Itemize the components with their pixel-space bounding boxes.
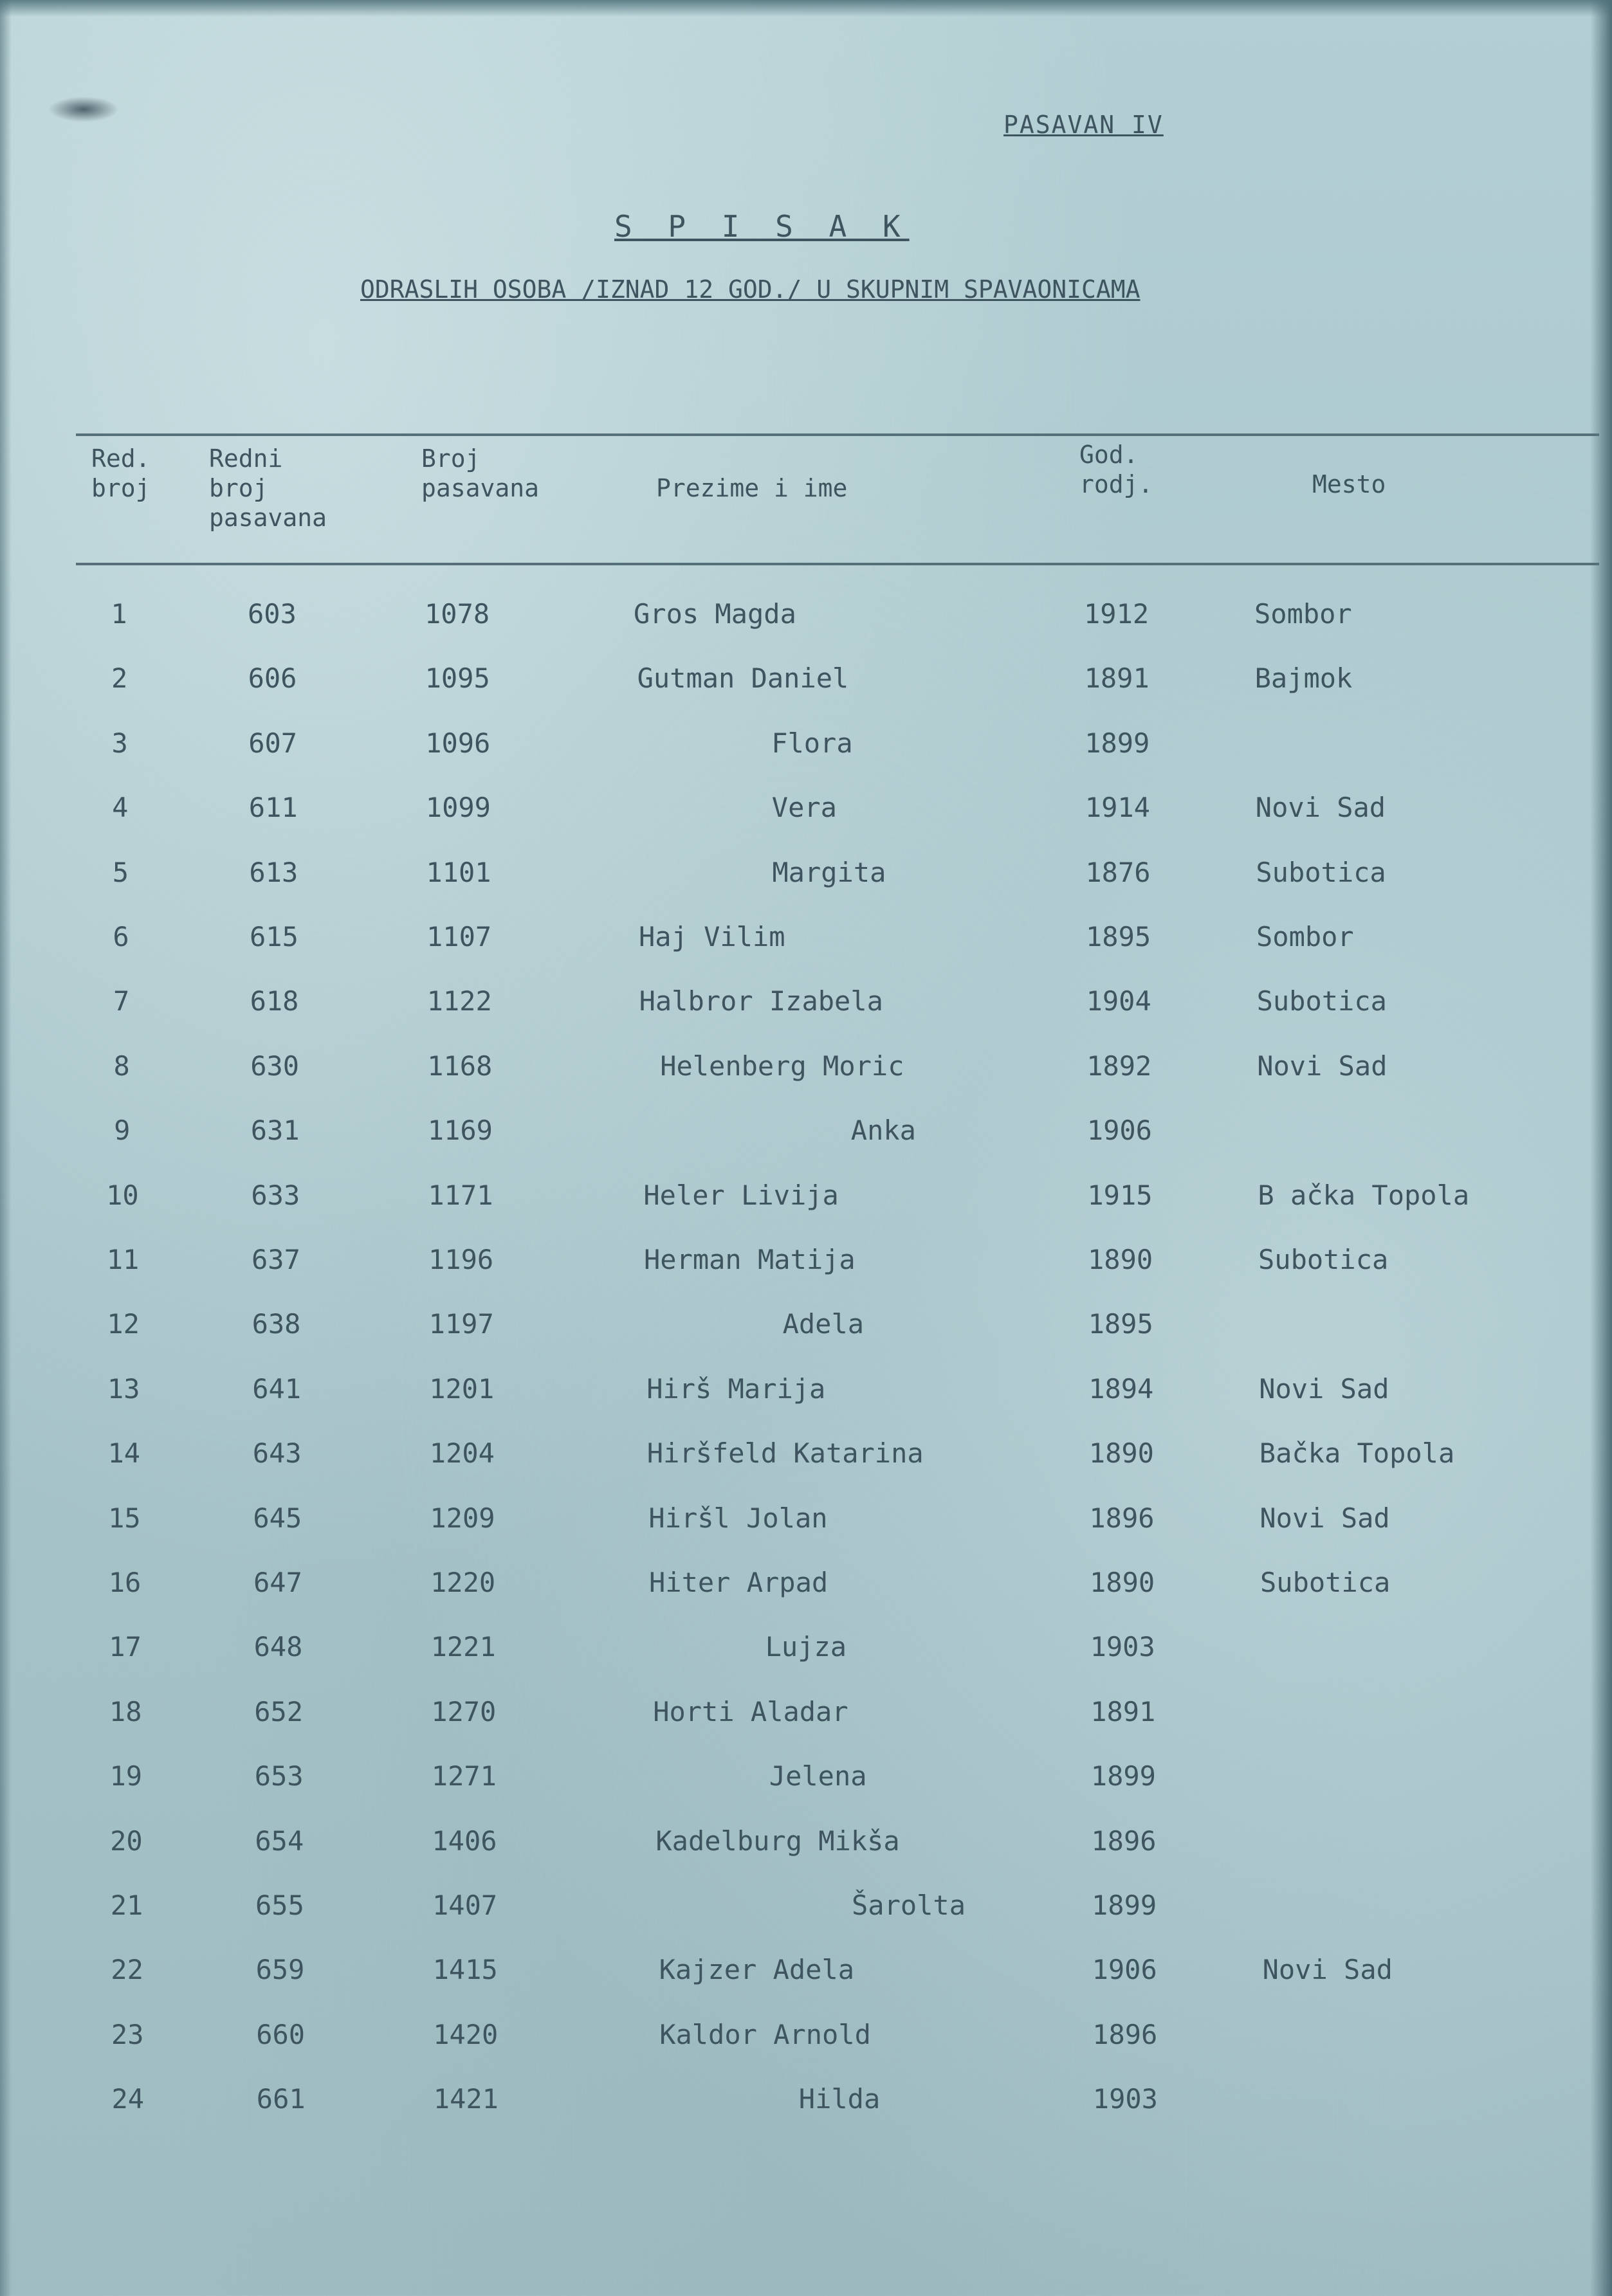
- name-cell: Gutman Daniel: [637, 662, 849, 695]
- birth-year-cell: 1890: [1088, 1437, 1154, 1470]
- redni-broj-cell: 661: [256, 2083, 306, 2115]
- name-cell: Kaldor Arnold: [659, 2018, 871, 2050]
- name-cell: Lujza: [765, 1631, 847, 1663]
- birth-year-cell: 1876: [1085, 856, 1151, 888]
- table-row: [1, 727, 1612, 766]
- table-row: [7, 1760, 1612, 1799]
- redni-broj-cell: 652: [254, 1695, 304, 1727]
- name-cell: Adela: [782, 1308, 865, 1340]
- birth-year-cell: 1903: [1090, 1631, 1155, 1663]
- redni-broj-cell: 630: [250, 1050, 300, 1082]
- table-row: [3, 1180, 1612, 1218]
- redni-broj-cell: 648: [253, 1631, 303, 1663]
- table-row: [1, 662, 1612, 701]
- place-cell: Novi Sad: [1255, 792, 1386, 824]
- place-cell: Bačka Topola: [1259, 1437, 1455, 1470]
- row-number: 20: [110, 1825, 143, 1857]
- name-cell: Vera: [771, 792, 837, 824]
- row-number: 2: [111, 662, 128, 695]
- row-number: 8: [113, 1050, 130, 1082]
- broj-pasavana-cell: 1169: [427, 1115, 493, 1147]
- broj-pasavana-cell: 1407: [432, 1890, 498, 1921]
- place-cell: Subotica: [1256, 856, 1386, 888]
- row-number: 7: [113, 985, 130, 1017]
- table-row: [8, 1890, 1612, 1928]
- redni-broj-cell: 654: [255, 1825, 304, 1857]
- name-cell: Herman Matija: [644, 1244, 856, 1275]
- table-row: [5, 1437, 1612, 1476]
- birth-year-cell: 1899: [1090, 1760, 1156, 1792]
- name-cell: Hiršfeld Katarina: [646, 1437, 924, 1470]
- row-number: 21: [110, 1890, 143, 1921]
- broj-pasavana-cell: 1096: [425, 727, 491, 759]
- row-number: 17: [109, 1631, 142, 1663]
- birth-year-cell: 1904: [1086, 985, 1151, 1017]
- paper-edge-top: [0, 0, 1612, 17]
- row-number: 3: [111, 727, 128, 759]
- redni-broj-cell: 606: [248, 662, 297, 695]
- broj-pasavana-cell: 1204: [429, 1437, 495, 1470]
- place-cell: Sombor: [1254, 598, 1352, 630]
- redni-broj-cell: 618: [250, 985, 299, 1017]
- row-number: 12: [107, 1308, 140, 1340]
- name-cell: Hiter Arpad: [649, 1567, 829, 1598]
- table-row: [7, 1825, 1612, 1864]
- table-row: [2, 921, 1612, 960]
- redni-broj-cell: 641: [252, 1372, 302, 1405]
- birth-year-cell: 1899: [1085, 727, 1150, 759]
- name-cell: Horti Aladar: [653, 1695, 848, 1727]
- broj-pasavana-cell: 1415: [432, 1954, 498, 1986]
- birth-year-cell: 1896: [1091, 1825, 1157, 1857]
- birth-year-cell: 1914: [1085, 792, 1150, 824]
- name-cell: Heler Livija: [643, 1179, 839, 1211]
- table-row: [3, 1050, 1612, 1089]
- table-row: [1, 857, 1612, 895]
- redni-broj-cell: 613: [249, 856, 298, 888]
- place-cell: Novi Sad: [1262, 1954, 1393, 1986]
- col-header-mesto: Mesto: [1312, 470, 1386, 498]
- table-row: [0, 598, 1612, 637]
- place-cell: Novi Sad: [1259, 1502, 1390, 1534]
- place-cell: Novi Sad: [1257, 1050, 1388, 1082]
- redni-broj-cell: 647: [253, 1567, 302, 1598]
- place-cell: Bajmok: [1254, 662, 1353, 695]
- row-number: 24: [111, 2083, 145, 2115]
- document-reference: PASAVAN IV: [1003, 111, 1164, 139]
- table-row: [5, 1373, 1612, 1412]
- redni-broj-cell: 645: [253, 1502, 302, 1534]
- name-cell: Margita: [772, 856, 886, 888]
- place-cell: B ačka Topola: [1258, 1179, 1470, 1211]
- table-row: [8, 1954, 1612, 1992]
- name-cell: Helenberg Moric: [660, 1050, 904, 1082]
- name-cell: Anka: [850, 1115, 916, 1147]
- row-number: 18: [109, 1695, 142, 1727]
- table-row: [6, 1696, 1612, 1735]
- redni-broj-cell: 655: [255, 1890, 304, 1921]
- birth-year-cell: 1890: [1088, 1244, 1153, 1275]
- birth-year-cell: 1891: [1084, 662, 1149, 695]
- table-top-rule: [76, 433, 1599, 436]
- col-header-god-rodj: God. rodj.: [1079, 441, 1153, 498]
- table-row: [4, 1244, 1612, 1282]
- broj-pasavana-cell: 1197: [428, 1308, 494, 1340]
- table-row: [6, 1567, 1612, 1605]
- name-cell: Kajzer Adela: [659, 1954, 855, 1986]
- ink-smudge: [48, 96, 119, 122]
- document-subtitle: ODRASLIH OSOBA /IZNAD 12 GOD./ U SKUPNIM SPAVAONICAMA: [360, 275, 1140, 304]
- birth-year-cell: 1915: [1087, 1179, 1153, 1211]
- redni-broj-cell: 653: [254, 1760, 304, 1792]
- row-number: 6: [113, 921, 129, 952]
- broj-pasavana-cell: 1421: [433, 2083, 499, 2115]
- broj-pasavana-cell: 1221: [430, 1631, 496, 1663]
- birth-year-cell: 1892: [1086, 1050, 1152, 1082]
- broj-pasavana-cell: 1406: [432, 1825, 497, 1857]
- broj-pasavana-cell: 1220: [430, 1567, 496, 1598]
- row-number: 10: [106, 1179, 139, 1211]
- place-cell: Subotica: [1256, 985, 1387, 1017]
- row-number: 5: [112, 856, 129, 888]
- redni-broj-cell: 615: [250, 921, 298, 952]
- birth-year-cell: 1891: [1090, 1695, 1156, 1727]
- document-title: S P I S A K: [614, 209, 910, 244]
- name-cell: Hirš Marija: [646, 1372, 826, 1405]
- name-cell: Kadelburg Mikša: [655, 1825, 900, 1857]
- broj-pasavana-cell: 1270: [431, 1695, 497, 1727]
- col-header-redni-broj: Redni broj pasavana: [209, 444, 327, 532]
- birth-year-cell: 1894: [1088, 1372, 1154, 1405]
- place-cell: Sombor: [1256, 921, 1354, 952]
- table-row: [5, 1308, 1612, 1347]
- row-number: 11: [106, 1244, 140, 1275]
- name-cell: Jelena: [769, 1760, 867, 1792]
- broj-pasavana-cell: 1107: [426, 921, 492, 952]
- redni-broj-cell: 643: [252, 1437, 302, 1470]
- broj-pasavana-cell: 1420: [433, 2018, 499, 2050]
- broj-pasavana-cell: 1078: [425, 598, 490, 630]
- row-number: 16: [108, 1567, 142, 1598]
- redni-broj-cell: 660: [256, 2018, 306, 2050]
- broj-pasavana-cell: 1101: [426, 856, 491, 888]
- redni-broj-cell: 659: [255, 1954, 305, 1986]
- birth-year-cell: 1906: [1092, 1954, 1157, 1986]
- redni-broj-cell: 631: [250, 1115, 300, 1147]
- redni-broj-cell: 638: [252, 1308, 301, 1340]
- broj-pasavana-cell: 1122: [426, 985, 492, 1017]
- col-header-broj-pasavana: Broj pasavana: [421, 444, 540, 502]
- place-cell: Subotica: [1258, 1244, 1389, 1275]
- birth-year-cell: 1895: [1086, 921, 1151, 952]
- table-row: [9, 2083, 1612, 2122]
- place-cell: Novi Sad: [1259, 1372, 1389, 1405]
- broj-pasavana-cell: 1095: [425, 662, 490, 695]
- table-row: [6, 1631, 1612, 1670]
- birth-year-cell: 1906: [1086, 1115, 1152, 1147]
- birth-year-cell: 1896: [1089, 1502, 1155, 1534]
- broj-pasavana-cell: 1209: [430, 1502, 495, 1534]
- name-cell: Gros Magda: [634, 598, 796, 630]
- row-number: 22: [111, 1954, 143, 1986]
- col-header-prezime-ime: Prezime i ime: [656, 474, 848, 502]
- table-row: [8, 2019, 1612, 2057]
- table-row: [3, 985, 1612, 1024]
- broj-pasavana-cell: 1271: [431, 1760, 497, 1792]
- birth-year-cell: 1899: [1092, 1890, 1157, 1921]
- row-number: 14: [107, 1437, 141, 1470]
- table-row: [1, 792, 1612, 830]
- broj-pasavana-cell: 1168: [427, 1050, 493, 1082]
- row-number: 13: [107, 1372, 140, 1405]
- row-number: 1: [111, 598, 127, 630]
- redni-broj-cell: 611: [248, 792, 298, 824]
- broj-pasavana-cell: 1099: [425, 792, 491, 824]
- row-number: 9: [114, 1115, 131, 1147]
- birth-year-cell: 1903: [1092, 2083, 1158, 2115]
- birth-year-cell: 1890: [1090, 1567, 1155, 1598]
- place-cell: Subotica: [1260, 1567, 1391, 1598]
- col-header-red-broj: Red. broj: [91, 444, 151, 502]
- table-row: [5, 1502, 1612, 1541]
- redni-broj-cell: 637: [252, 1244, 300, 1275]
- broj-pasavana-cell: 1201: [429, 1372, 495, 1405]
- redni-broj-cell: 607: [248, 727, 298, 759]
- name-cell: Halbror Izabela: [639, 985, 883, 1017]
- name-cell: Haj Vilim: [639, 921, 785, 952]
- redni-broj-cell: 633: [251, 1179, 300, 1211]
- row-number: 19: [109, 1760, 143, 1792]
- birth-year-cell: 1896: [1092, 2018, 1158, 2050]
- birth-year-cell: 1912: [1084, 598, 1149, 630]
- birth-year-cell: 1895: [1088, 1308, 1153, 1340]
- row-number: 23: [111, 2018, 144, 2050]
- row-number: 15: [108, 1502, 141, 1534]
- broj-pasavana-cell: 1196: [428, 1244, 494, 1275]
- name-cell: Šarolta: [852, 1890, 966, 1921]
- broj-pasavana-cell: 1171: [428, 1179, 493, 1211]
- table-row: [3, 1115, 1612, 1153]
- name-cell: Hilda: [798, 2083, 881, 2115]
- name-cell: Flora: [771, 727, 853, 759]
- table-header-rule: [76, 563, 1599, 565]
- name-cell: Hiršl Jolan: [648, 1502, 828, 1534]
- row-number: 4: [112, 792, 129, 824]
- redni-broj-cell: 603: [248, 598, 297, 630]
